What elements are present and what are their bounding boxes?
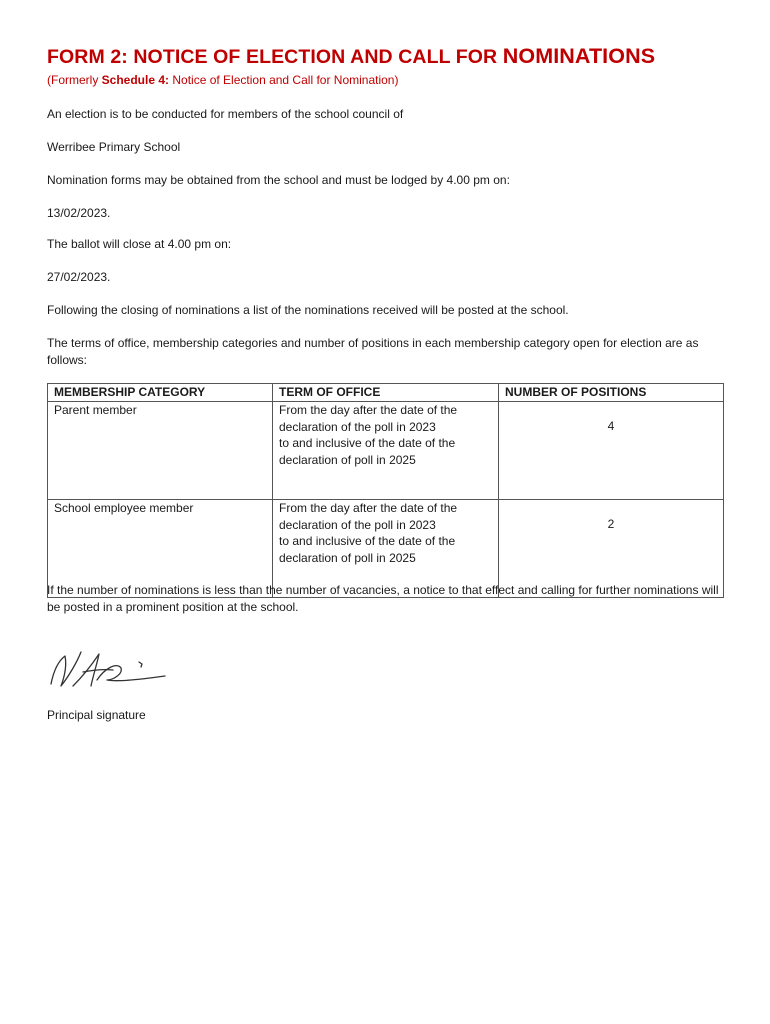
subtitle-schedule: Schedule 4: — [101, 73, 170, 87]
subtitle-prefix: (Formerly — [47, 73, 102, 87]
term-line: declaration of the poll in 2023 — [279, 517, 436, 532]
vacancy-notice-text: If the number of nominations is less than the number of vacancies, a notice to that effect and calling for further nominations will be posted in a prominent position at the school. — [47, 583, 719, 614]
form-title — [47, 44, 655, 69]
form-title-main: FORM 2: NOTICE OF ELECTION AND CALL FOR — [47, 46, 503, 68]
cell-category: School employee member — [48, 500, 273, 598]
header-membership-category: MEMBERSHIP CATEGORY — [48, 384, 273, 402]
term-line: declaration of poll in 2025 — [279, 452, 416, 467]
positions-table — [47, 383, 724, 598]
ballot-close-date: 27/02/2023. — [47, 270, 111, 284]
subtitle-suffix: Notice of Election and Call for Nomination) — [169, 73, 399, 87]
table-row — [48, 402, 724, 500]
closing-nominations-text: Following the closing of nominations a list of the nominations received will be posted at the school. — [47, 303, 569, 317]
school-name: Werribee Primary School — [47, 140, 181, 154]
term-line: declaration of the poll in 2023 — [279, 419, 436, 434]
header-number-of-positions: NUMBER OF POSITIONS — [499, 384, 724, 402]
cell-positions: 4 — [499, 402, 724, 500]
terms-intro-text: The terms of office, membership categories and number of positions in each membership category open for election are as follows: — [47, 336, 699, 367]
term-line: From the day after the date of the — [279, 403, 458, 417]
signature-caption: Principal signature — [47, 708, 146, 722]
form-title-emphasis: NOMINATIONS — [502, 44, 656, 68]
term-line: to and inclusive of the date of the — [279, 534, 456, 548]
term-line: to and inclusive of the date of the — [279, 436, 456, 450]
ballot-close-text: The ballot will close at 4.00 pm on: — [47, 237, 232, 251]
principal-signature-image — [47, 640, 177, 700]
nomination-date: 13/02/2023. — [47, 206, 111, 220]
intro-text: An election is to be conducted for members of the school council of — [47, 107, 404, 121]
nomination-instructions: Nomination forms may be obtained from the school and must be lodged by 4.00 pm on: — [47, 173, 510, 187]
cell-positions: 2 — [499, 500, 724, 598]
term-line: declaration of poll in 2025 — [279, 550, 416, 565]
header-term-of-office: TERM OF OFFICE — [273, 384, 499, 402]
form-subtitle — [47, 73, 398, 87]
table-header-row — [48, 384, 724, 402]
cell-category: Parent member — [48, 402, 273, 500]
term-line: From the day after the date of the — [279, 501, 458, 515]
cell-term — [273, 402, 499, 500]
